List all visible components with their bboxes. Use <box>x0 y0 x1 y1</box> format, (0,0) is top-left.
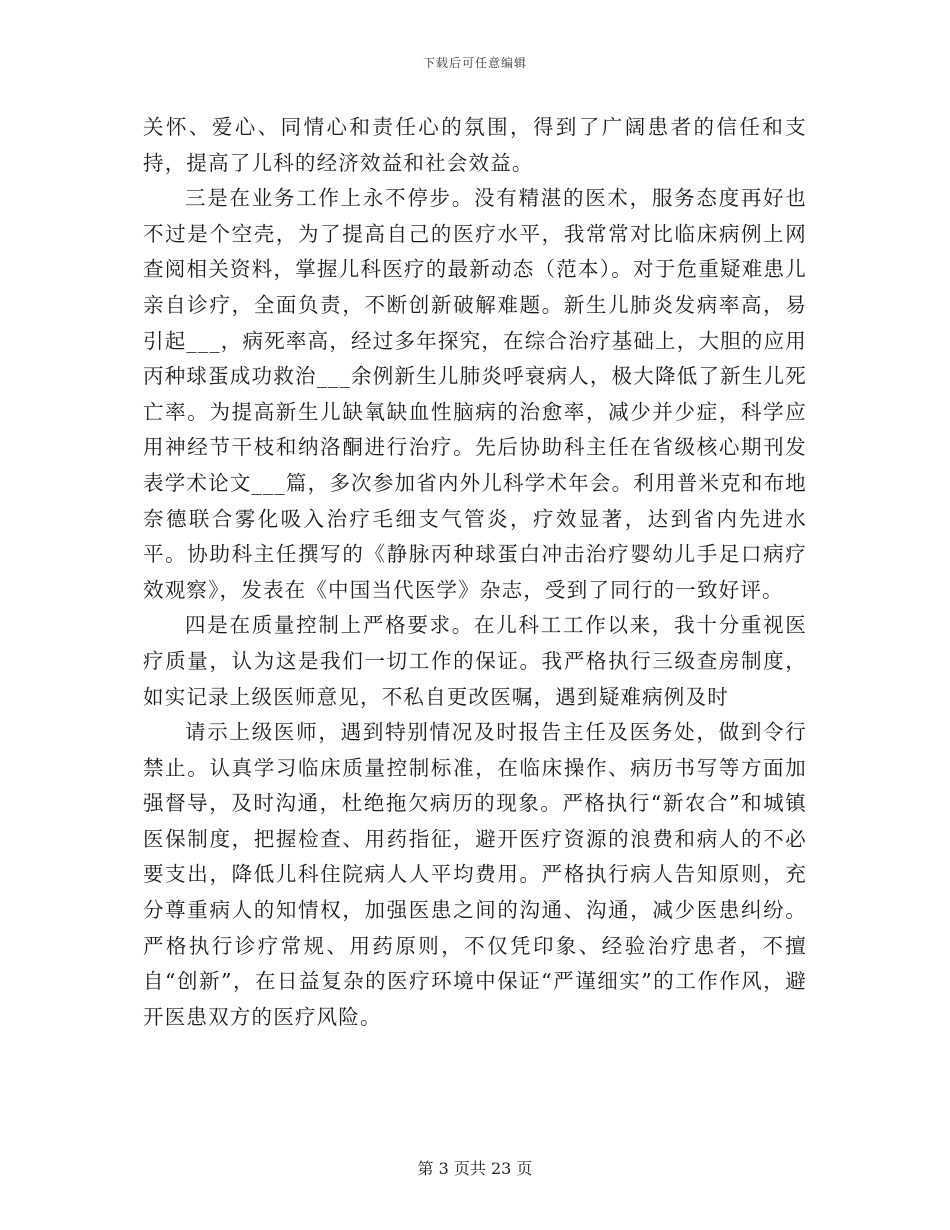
paragraph-quality-control: 四是在质量控制上严格要求。在儿科工工作以来，我十分重视医疗质量，认为这是我们一切工作的保证。我严格执行三级查房制度，如实记录上级医师意见，不私自更改医嘱，遇到疑难病例及时 <box>143 613 807 709</box>
document-body <box>143 110 807 1035</box>
page-header: 下载后可任意编辑 <box>422 56 527 70</box>
paragraph-quality-control-continued: 请示上级医师，遇到特别情况及时报告主任及医务处，做到令行禁止。认真学习临床质量控制标准，在临床操作、病历书写等方面加强督导，及时沟通，杜绝拖欠病历的现象。严格执行“新农合”和城镇医保制度，把握检查、用药指征，避开医疗资源的浪费和病人的不必要支出，降低儿科住院病人人平均费用。严格执行病人告知原则，充分尊重病人的知情权，加强医患之间的沟通、沟通，减少医患纠纷。严格执行诊疗常规、用药原则，不仅凭印象、经验治疗患者，不擅自“创新”，在日益复杂的医疗环境中保证“严谨细实”的工作作风，避开医患双方的医疗风险。 <box>143 720 807 1029</box>
paragraph-business-work: 三是在业务工作上永不停步。没有精湛的医术，服务态度再好也不过是个空壳，为了提高自己的医疗水平，我常常对比临床病例上网查阅相关资料，掌握儿科医疗的最新动态（范本）。对于危重疑难患儿亲自诊疗，全面负责，不断创新破解难题。新生儿肺炎发病率高，易引起___，病死率高，经过多年探究，在综合治疗基础上，大胆的应用丙种球蛋成功救治___余例新生儿肺炎呼衰病人，极大降低了新生儿死亡率。为提高新生儿缺氧缺血性脑病的治愈率，减少并少症，科学应用神经节干枝和纳洛酮进行治疗。先后协助科主任在省级核心期刊发表学术论文___篇，多次参加省内外儿科学术年会。利用普米克和布地奈德联合雾化吸入治疗毛细支气管炎，疗效显著，达到省内先进水平。协助科主任撰写的《静脉丙种球蛋白冲击治疗婴幼儿手足口病疗效观察》，发表在《中国当代医学》杂志，受到了同行的一致好评。 <box>143 186 807 602</box>
page-number-footer: 第 3 页共 23 页 <box>417 1159 533 1178</box>
paragraph-continuation: 关怀、爱心、同情心和责任心的氛围，得到了广阔患者的信任和支持，提高了儿科的经济效益和社会效益。 <box>143 115 807 175</box>
